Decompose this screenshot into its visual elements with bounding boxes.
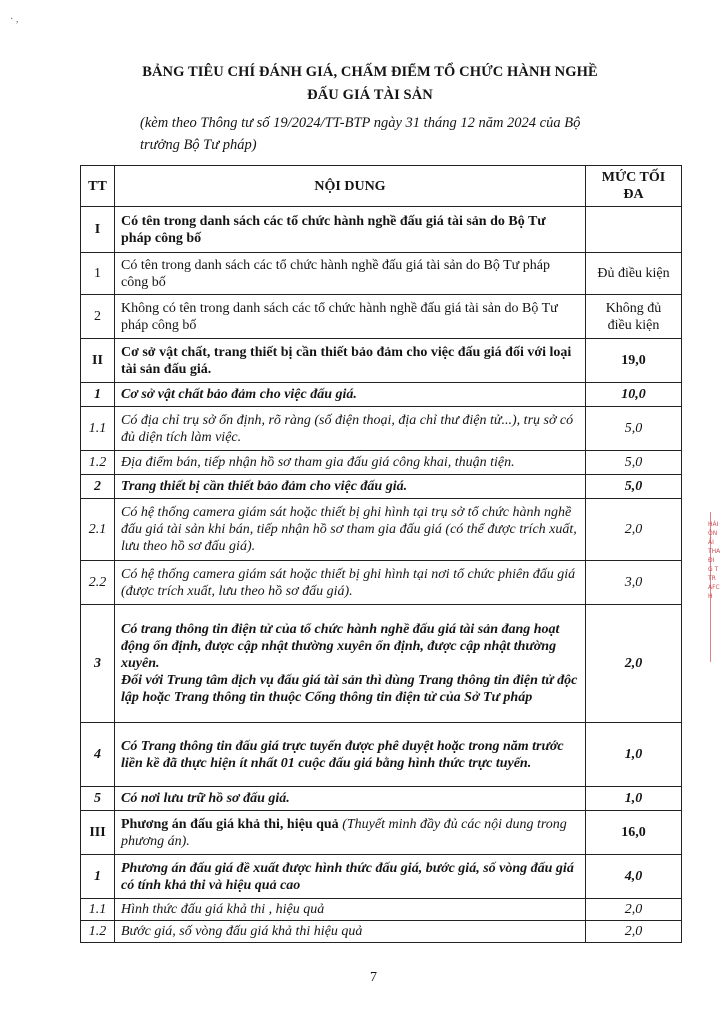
stamp-fragment: H (708, 593, 713, 600)
row-max: Đủ điều kiện (586, 253, 682, 295)
row-tt: 1.2 (81, 921, 115, 943)
row-max: 4,0 (586, 855, 682, 899)
header-max: MỨC TỐI ĐA (586, 166, 682, 207)
stamp-fragment: ẤI (708, 539, 714, 546)
row-max: 2,0 (586, 499, 682, 561)
stamp-fragment: ÔN (708, 530, 718, 537)
table-row (81, 855, 682, 899)
row-content: Có Trang thông tin đấu giá trực tuyến được phê duyệt hoặc trong năm trước liền kề đã thực hiện ít nhất 01 cuộc đấu giá bằng hình thức trực tuyến. (115, 723, 586, 787)
table-row (81, 339, 682, 383)
row-content: Có hệ thống camera giám sát hoặc thiết bị ghi hình tại trụ sở tổ chức hành nghề đấu giá tài sản khi bán, tiếp nhận hồ sơ tham gia đấu giá (có thể được trích xuất, lưu theo hồ sơ đấu giá). (115, 499, 586, 561)
table-row (81, 899, 682, 921)
row-content (115, 605, 586, 723)
row-tt: 2 (81, 475, 115, 499)
row-content: Hình thức đấu giá khả thi , hiệu quả (115, 899, 586, 921)
table-row (81, 811, 682, 855)
row-content: Có tên trong danh sách các tổ chức hành nghề đấu giá tài sản do Bộ Tư pháp công bố (115, 253, 586, 295)
table-row (81, 921, 682, 943)
row-max: 16,0 (586, 811, 682, 855)
row-tt: 1 (81, 253, 115, 295)
row-tt: 2.1 (81, 499, 115, 561)
row-max: 19,0 (586, 339, 682, 383)
table-row (81, 475, 682, 499)
row-content-part1: Có trang thông tin điện tử của tổ chức hành nghề đấu giá tài sản đang hoạt động ổn định, được cập nhật thường xuyên ổn định, được cập nhật thường xuyên. (121, 622, 560, 671)
table-row (81, 561, 682, 605)
row-tt: 5 (81, 787, 115, 811)
stamp-fragment: TR (708, 575, 716, 582)
table-row (81, 207, 682, 253)
row-content: Cơ sở vật chất, trang thiết bị cần thiết bảo đảm cho việc đấu giá đối với loại tài sản đấu giá. (115, 339, 586, 383)
row-tt: 1.1 (81, 407, 115, 451)
row-tt: 4 (81, 723, 115, 787)
row-tt: 1 (81, 855, 115, 899)
table-row (81, 605, 682, 723)
table-row (81, 253, 682, 295)
row-tt: II (81, 339, 115, 383)
row-content (115, 811, 586, 855)
row-content-note: (Thuyết minh đầy đủ các nội dung trong phương án). (121, 816, 567, 849)
row-content: Bước giá, số vòng đấu giá khả thi hiệu quả (115, 921, 586, 943)
row-max: Không đủ điều kiện (586, 295, 682, 339)
header-content: NỘI DUNG (115, 166, 586, 207)
row-max: 5,0 (586, 407, 682, 451)
row-max: 2,0 (586, 605, 682, 723)
stamp-fragment: AFC (708, 584, 720, 591)
criteria-table (80, 165, 682, 943)
table-row (81, 723, 682, 787)
row-max: 2,0 (586, 921, 682, 943)
table-row (81, 383, 682, 407)
row-tt: 1.2 (81, 451, 115, 475)
row-content: Không có tên trong danh sách các tổ chức hành nghề đấu giá tài sản do Bộ Tư pháp công bố (115, 295, 586, 339)
subtitle-line1: (kèm theo Thông tư số 19/2024/TT-BTP ngày 31 tháng 12 năm 2024 của Bộ (140, 115, 581, 131)
table-header-row (81, 166, 682, 207)
row-content-heading: Phương án đấu giá khả thi, hiệu quả (121, 816, 339, 832)
stamp-fragment: HẢI (708, 521, 719, 528)
row-tt: 2 (81, 295, 115, 339)
table-row (81, 499, 682, 561)
document-title-line1: BẢNG TIÊU CHÍ ĐÁNH GIÁ, CHẤM ĐIỂM TỔ CHỨC HÀNH NGHỀ (142, 64, 598, 80)
row-max: 5,0 (586, 475, 682, 499)
table-row (81, 451, 682, 475)
row-content: Có nơi lưu trữ hồ sơ đấu giá. (115, 787, 586, 811)
stamp-fragment: ĐI (708, 557, 715, 564)
row-tt: 2.2 (81, 561, 115, 605)
stamp-fragment: THA (708, 548, 721, 555)
row-tt: 1.1 (81, 899, 115, 921)
table-row (81, 407, 682, 451)
row-max: 10,0 (586, 383, 682, 407)
row-tt: III (81, 811, 115, 855)
row-content: Địa điểm bán, tiếp nhận hồ sơ tham gia đấu giá công khai, thuận tiện. (115, 451, 586, 475)
row-tt: 3 (81, 605, 115, 723)
table-row (81, 295, 682, 339)
row-max: 3,0 (586, 561, 682, 605)
row-max: 5,0 (586, 451, 682, 475)
page-number: 7 (370, 970, 377, 985)
header-tt: TT (81, 166, 115, 207)
row-max: 1,0 (586, 723, 682, 787)
subtitle-line2: trưởng Bộ Tư pháp) (140, 137, 257, 153)
document-title-line2: ĐẤU GIÁ TÀI SẢN (307, 87, 433, 103)
row-content: Có hệ thống camera giám sát hoặc thiết bị ghi hình tại nơi tổ chức phiên đấu giá (được trích xuất, lưu theo hồ sơ đấu giá). (115, 561, 586, 605)
document-subtitle (140, 112, 660, 156)
row-tt: 1 (81, 383, 115, 407)
row-content: Cơ sở vật chất bảo đảm cho việc đấu giá. (115, 383, 586, 407)
margin-stamp (708, 520, 726, 660)
row-tt: I (81, 207, 115, 253)
row-content: Phương án đấu giá đề xuất được hình thức đấu giá, bước giá, số vòng đấu giá có tính khả thi và hiệu quả cao (115, 855, 586, 899)
table-row (81, 787, 682, 811)
scan-specks: · , (10, 14, 19, 25)
row-content: Có tên trong danh sách các tổ chức hành nghề đấu giá tài sản do Bộ Tư pháp công bố (115, 207, 586, 253)
row-max (586, 207, 682, 253)
row-content: Trang thiết bị cần thiết bảo đảm cho việc đấu giá. (115, 475, 586, 499)
stamp-fragment: G T (708, 566, 719, 573)
row-max: 2,0 (586, 899, 682, 921)
row-max: 1,0 (586, 787, 682, 811)
row-content-part2: Đối với Trung tâm dịch vụ đấu giá tài sản thì dùng Trang thông tin điện tử độc lập hoặc Trang thông tin thuộc Cổng thông tin điện tử của Sở Tư pháp (121, 673, 578, 705)
row-content: Có địa chỉ trụ sở ổn định, rõ ràng (số điện thoại, địa chỉ thư điện tử...), trụ sở có đủ diện tích làm việc. (115, 407, 586, 451)
